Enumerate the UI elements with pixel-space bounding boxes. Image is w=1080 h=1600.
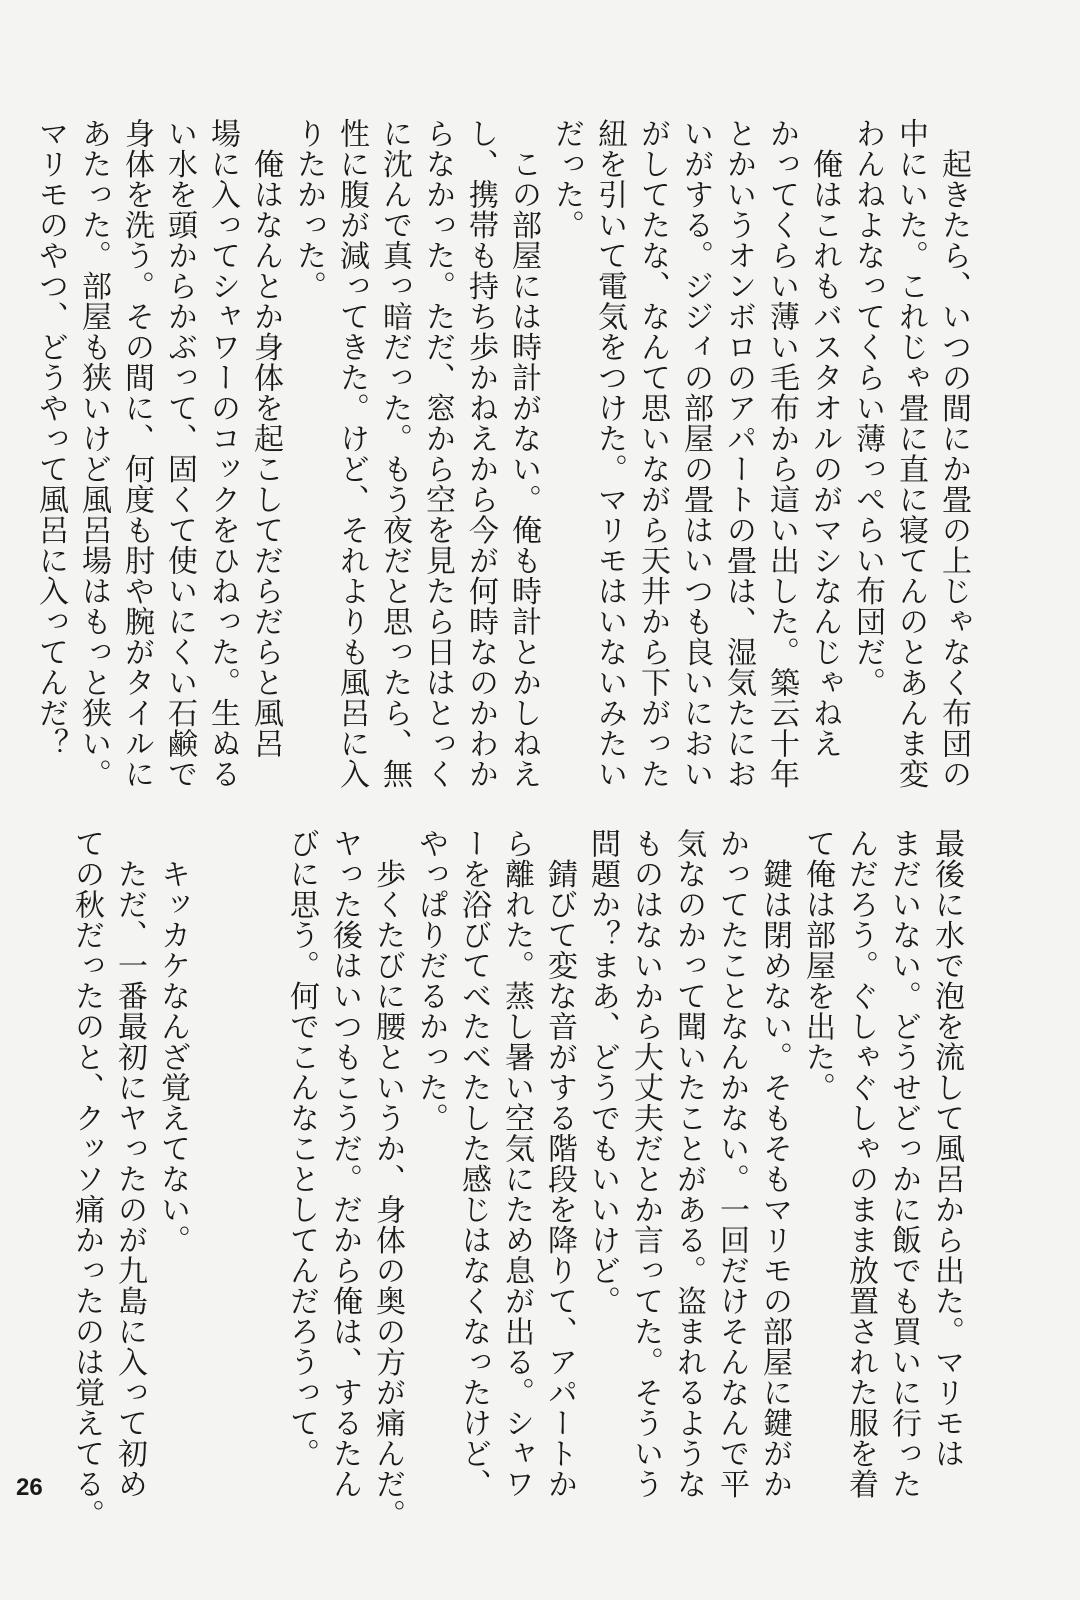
text-line: あたった。部屋も狭いけど風呂場はもっと狭い。 xyxy=(76,118,111,789)
text-line: い水を頭からかぶって、固くて使いにくい石鹸で xyxy=(162,118,197,789)
text-line: ものはないから大丈夫だとか言ってた。そういう xyxy=(628,828,663,1499)
text-line-blank xyxy=(237,828,280,1468)
text-line: ヤった後はいつもこうだ。だから俺は、するたん xyxy=(327,828,362,1499)
text-line: マリモのやつ、どうやって風呂に入ってんだ？ xyxy=(33,118,68,759)
text-line: がしてたな、なんて思いながら天井から下がった xyxy=(635,118,670,789)
text-line: 鍵は閉めない。そもそもマリモの部屋に鍵がか xyxy=(757,828,792,1499)
text-line: ての秋だったのと、クッソ痛かったのは覚えてる。 xyxy=(69,828,104,1530)
text-line: だった。 xyxy=(549,118,584,240)
text-line: 気なのかって聞いたことがある。盗まれるような xyxy=(671,828,706,1499)
text-line: かってたことなんかない。一回だけそんなんで平 xyxy=(714,828,749,1499)
text-line: わんねよなってくらい薄っぺらい布団だ。 xyxy=(850,118,885,698)
text-line: かってくらい薄い毛布から這い出した。築云十年 xyxy=(764,118,799,789)
text-line: とかいうオンボロのアパートの畳は、湿気たにお xyxy=(721,118,756,789)
text-block-lower xyxy=(69,828,968,1530)
text-line: ーを浴びてべたべたした感じはなくなったけど、 xyxy=(456,828,491,1499)
text-line: キッカケなんざ覚えてない。 xyxy=(155,828,190,1255)
text-line: んだろう。ぐしゃぐしゃのまま放置された服を着 xyxy=(843,828,878,1499)
text-line: 場に入ってシャワーのコックをひねった。生ぬる xyxy=(205,118,240,789)
text-line: 俺はこれもバスタオルのがマシなんじゃねえ xyxy=(807,118,842,759)
text-line: 最後に水で泡を流して風呂から出た。マリモは xyxy=(929,828,964,1469)
text-line: やっぱりだるかった。 xyxy=(413,828,448,1133)
text-line: りたかった。 xyxy=(291,118,326,301)
text-line: この部屋には時計がない。俺も時計とかしねえ xyxy=(506,118,541,789)
text-line: らなかった。ただ、窓から空を見たら日はとっく xyxy=(420,118,455,789)
text-line: 紐を引いて電気をつけた。マリモはいないみたい xyxy=(592,118,627,789)
text-line: し、携帯も持ち歩かねえから今が何時なのかわか xyxy=(463,118,498,789)
text-line: ただ、一番最初にヤったのが九島に入って初め xyxy=(112,828,147,1499)
text-line: いがする。ジジィの部屋の畳はいつも良いにおい xyxy=(678,118,713,789)
text-line: に沈んで真っ暗だった。もう夜だと思ったら、無 xyxy=(377,118,412,789)
text-line: まだいない。どうせどっかに飯でも買いに行った xyxy=(886,828,921,1499)
page-number: 26 xyxy=(16,1474,43,1501)
text-line: 起きたら、いつの間にか畳の上じゃなく布団の xyxy=(936,118,971,789)
text-line: 身体を洗う。その間に、何度も肘や腕がタイルに xyxy=(119,118,154,789)
text-line: びに思う。何でこんなことしてんだろうって。 xyxy=(284,828,319,1469)
text-line: 性に腹が減ってきた。けど、それよりも風呂に入 xyxy=(334,118,369,789)
text-line: 錆びて変な音がする階段を降りて、アパートか xyxy=(542,828,577,1499)
text-line: 中にいた。これじゃ畳に直に寝てんのとあんま変 xyxy=(893,118,928,789)
text-line-blank xyxy=(194,828,237,1468)
text-line: て俺は部屋を出た。 xyxy=(800,828,835,1103)
text-line: 問題か？まあ、どうでもいいけど。 xyxy=(585,828,620,1316)
text-line: ら離れた。蒸し暑い空気にため息が出る。シャワ xyxy=(499,828,534,1499)
text-line: 歩くたびに腰というか、身体の奥の方が痛んだ。 xyxy=(370,828,405,1530)
text-block-upper xyxy=(33,118,975,789)
text-line: 俺はなんとか身体を起こしてだらだらと風呂 xyxy=(248,118,283,759)
